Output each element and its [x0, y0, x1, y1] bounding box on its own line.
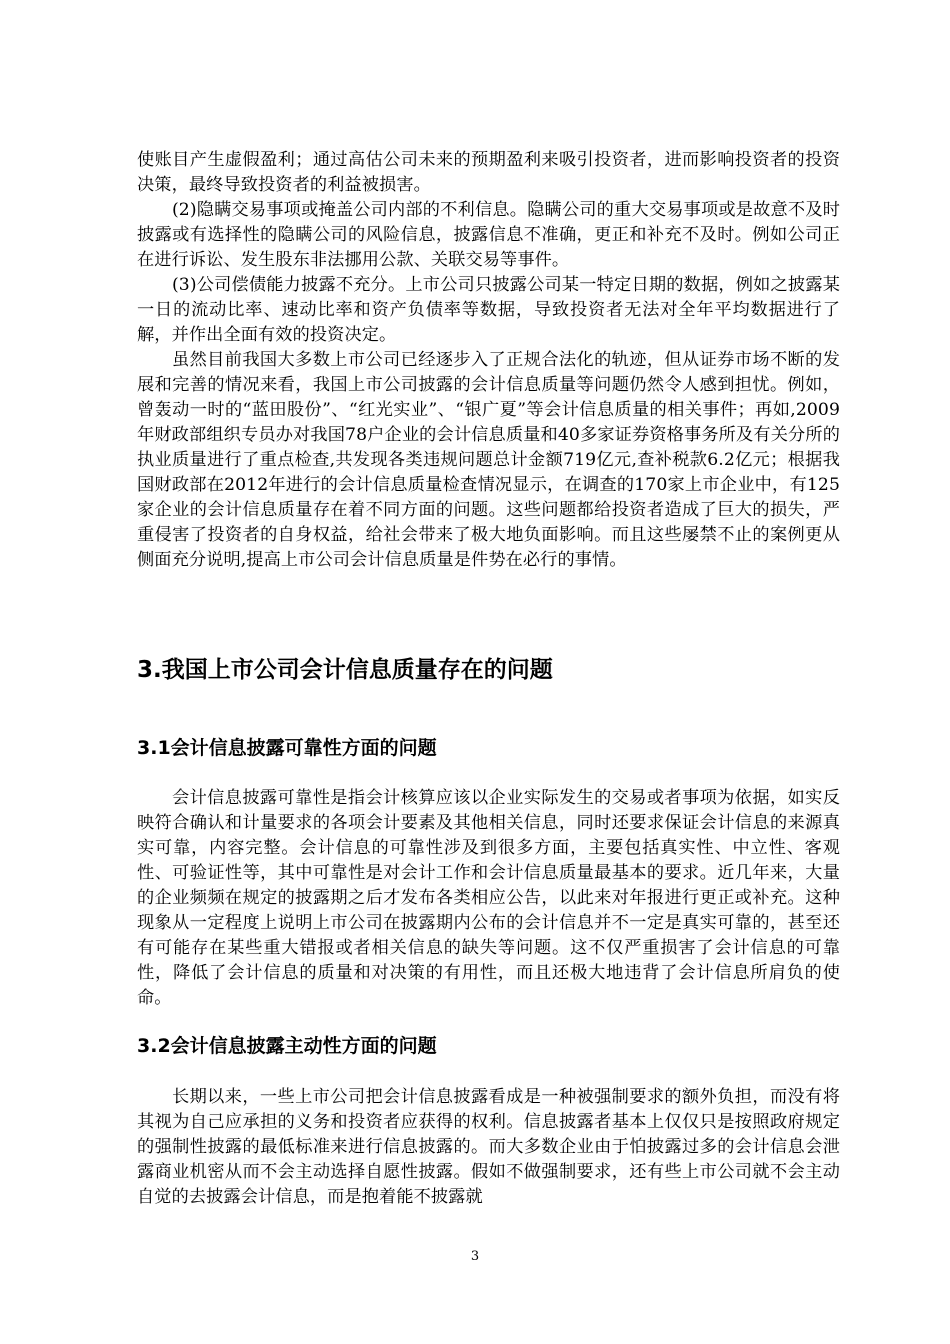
section-3-2-paragraph: 长期以来，一些上市公司把会计信息披露看成是一种被强制要求的额外负担，而没有将其视为自己应承担的义务和投资者应获得的权利。信息披露者基本上仅仅只是按照政府规定的强制性披露的最低标准来进行信息披露的。而大多数企业由于怕披露过多的会计信息会泄露商业机密从而不会主动选择自愿性披露。假如不做强制要求，还有些上市公司就不会主动自觉的去披露会计信息，而是抱着能不披露就	[137, 1087, 840, 1207]
paragraph-examples: 虽然目前我国大多数上市公司已经逐步入了正规合法化的轨迹，但从证券市场不断的发展和完善的情况来看，我国上市公司披露的会计信息质量等问题仍然令人感到担忧。例如，曾轰动一时的“蓝田股份”、“红光实业”、“银广夏”等会计信息质量的相关事件；再如,2009年财政部组织专员办对我国78户企业的会计信息质量和40多家证券资格事务所及有关分所的执业质量进行了重点检查,共发现各类违规问题总计金额719亿元,查补税款6.2亿元；根据我国财政部在2012年进行的会计信息质量检查情况显示，在调查的170家上市企业中，有125家企业的会计信息质量存在着不同方面的问题。这些问题都给投资者造成了巨大的损失，严重侵害了投资者的自身权益，给社会带来了极大地负面影响。而且这些屡禁不止的案例更从侧面充分说明,提高上市公司会计信息质量是件势在必行的事情。	[137, 350, 840, 570]
paragraph-item-2: (2)隐瞒交易事项或掩盖公司内部的不利信息。隐瞒公司的重大交易事项或是故意不及时披露或有选择性的隐瞒公司的风险信息，披露信息不准确，更正和补充不及时。例如公司正在进行诉讼、发生股东非法挪用公款、关联交易等事件。	[137, 200, 840, 270]
section-3-1-paragraph: 会计信息披露可靠性是指会计核算应该以企业实际发生的交易或者事项为依据，如实反映符合确认和计量要求的各项会计要素及其他相关信息，同时还要求保证会计信息的来源真实可靠，内容完整。会计信息的可靠性涉及到很多方面，主要包括真实性、中立性、客观性、可验证性等，其中可靠性是对会计工作和会计信息质量最基本的要求。近几年来，大量的企业频频在规定的披露期之后才发布各类相应公告，以此来对年报进行更正或补充。这种现象从一定程度上说明上市公司在披露期内公布的会计信息并不一定是真实可靠的，甚至还有可能存在某些重大错报或者相关信息的缺失等问题。这不仅严重损害了会计信息的可靠性，降低了会计信息的质量和对决策的有用性，而且还极大地违背了会计信息所肩负的使命。	[137, 788, 840, 1008]
paragraph-continuation: 使账目产生虚假盈利；通过高估公司未来的预期盈利来吸引投资者，进而影响投资者的投资决策，最终导致投资者的利益被损害。	[137, 150, 840, 195]
page-number: 3	[470, 1249, 480, 1264]
section-3-2-body	[137, 1085, 840, 1210]
paragraph-item-3: (3)公司偿债能力披露不充分。上市公司只披露公司某一特定日期的数据，例如之披露某一日的流动比率、速动比率和资产负债率等数据，导致投资者无法对全年平均数据进行了解，并作出全面有效的投资决定。	[137, 275, 840, 345]
section-3-2-heading: 3.2会计信息披露主动性方面的问题	[137, 1035, 437, 1057]
section-3-1-heading: 3.1会计信息披露可靠性方面的问题	[137, 737, 437, 759]
section-3-heading: 3.我国上市公司会计信息质量存在的问题	[137, 657, 553, 683]
section-3-1-body	[137, 786, 840, 1011]
body-text-top	[137, 148, 840, 573]
